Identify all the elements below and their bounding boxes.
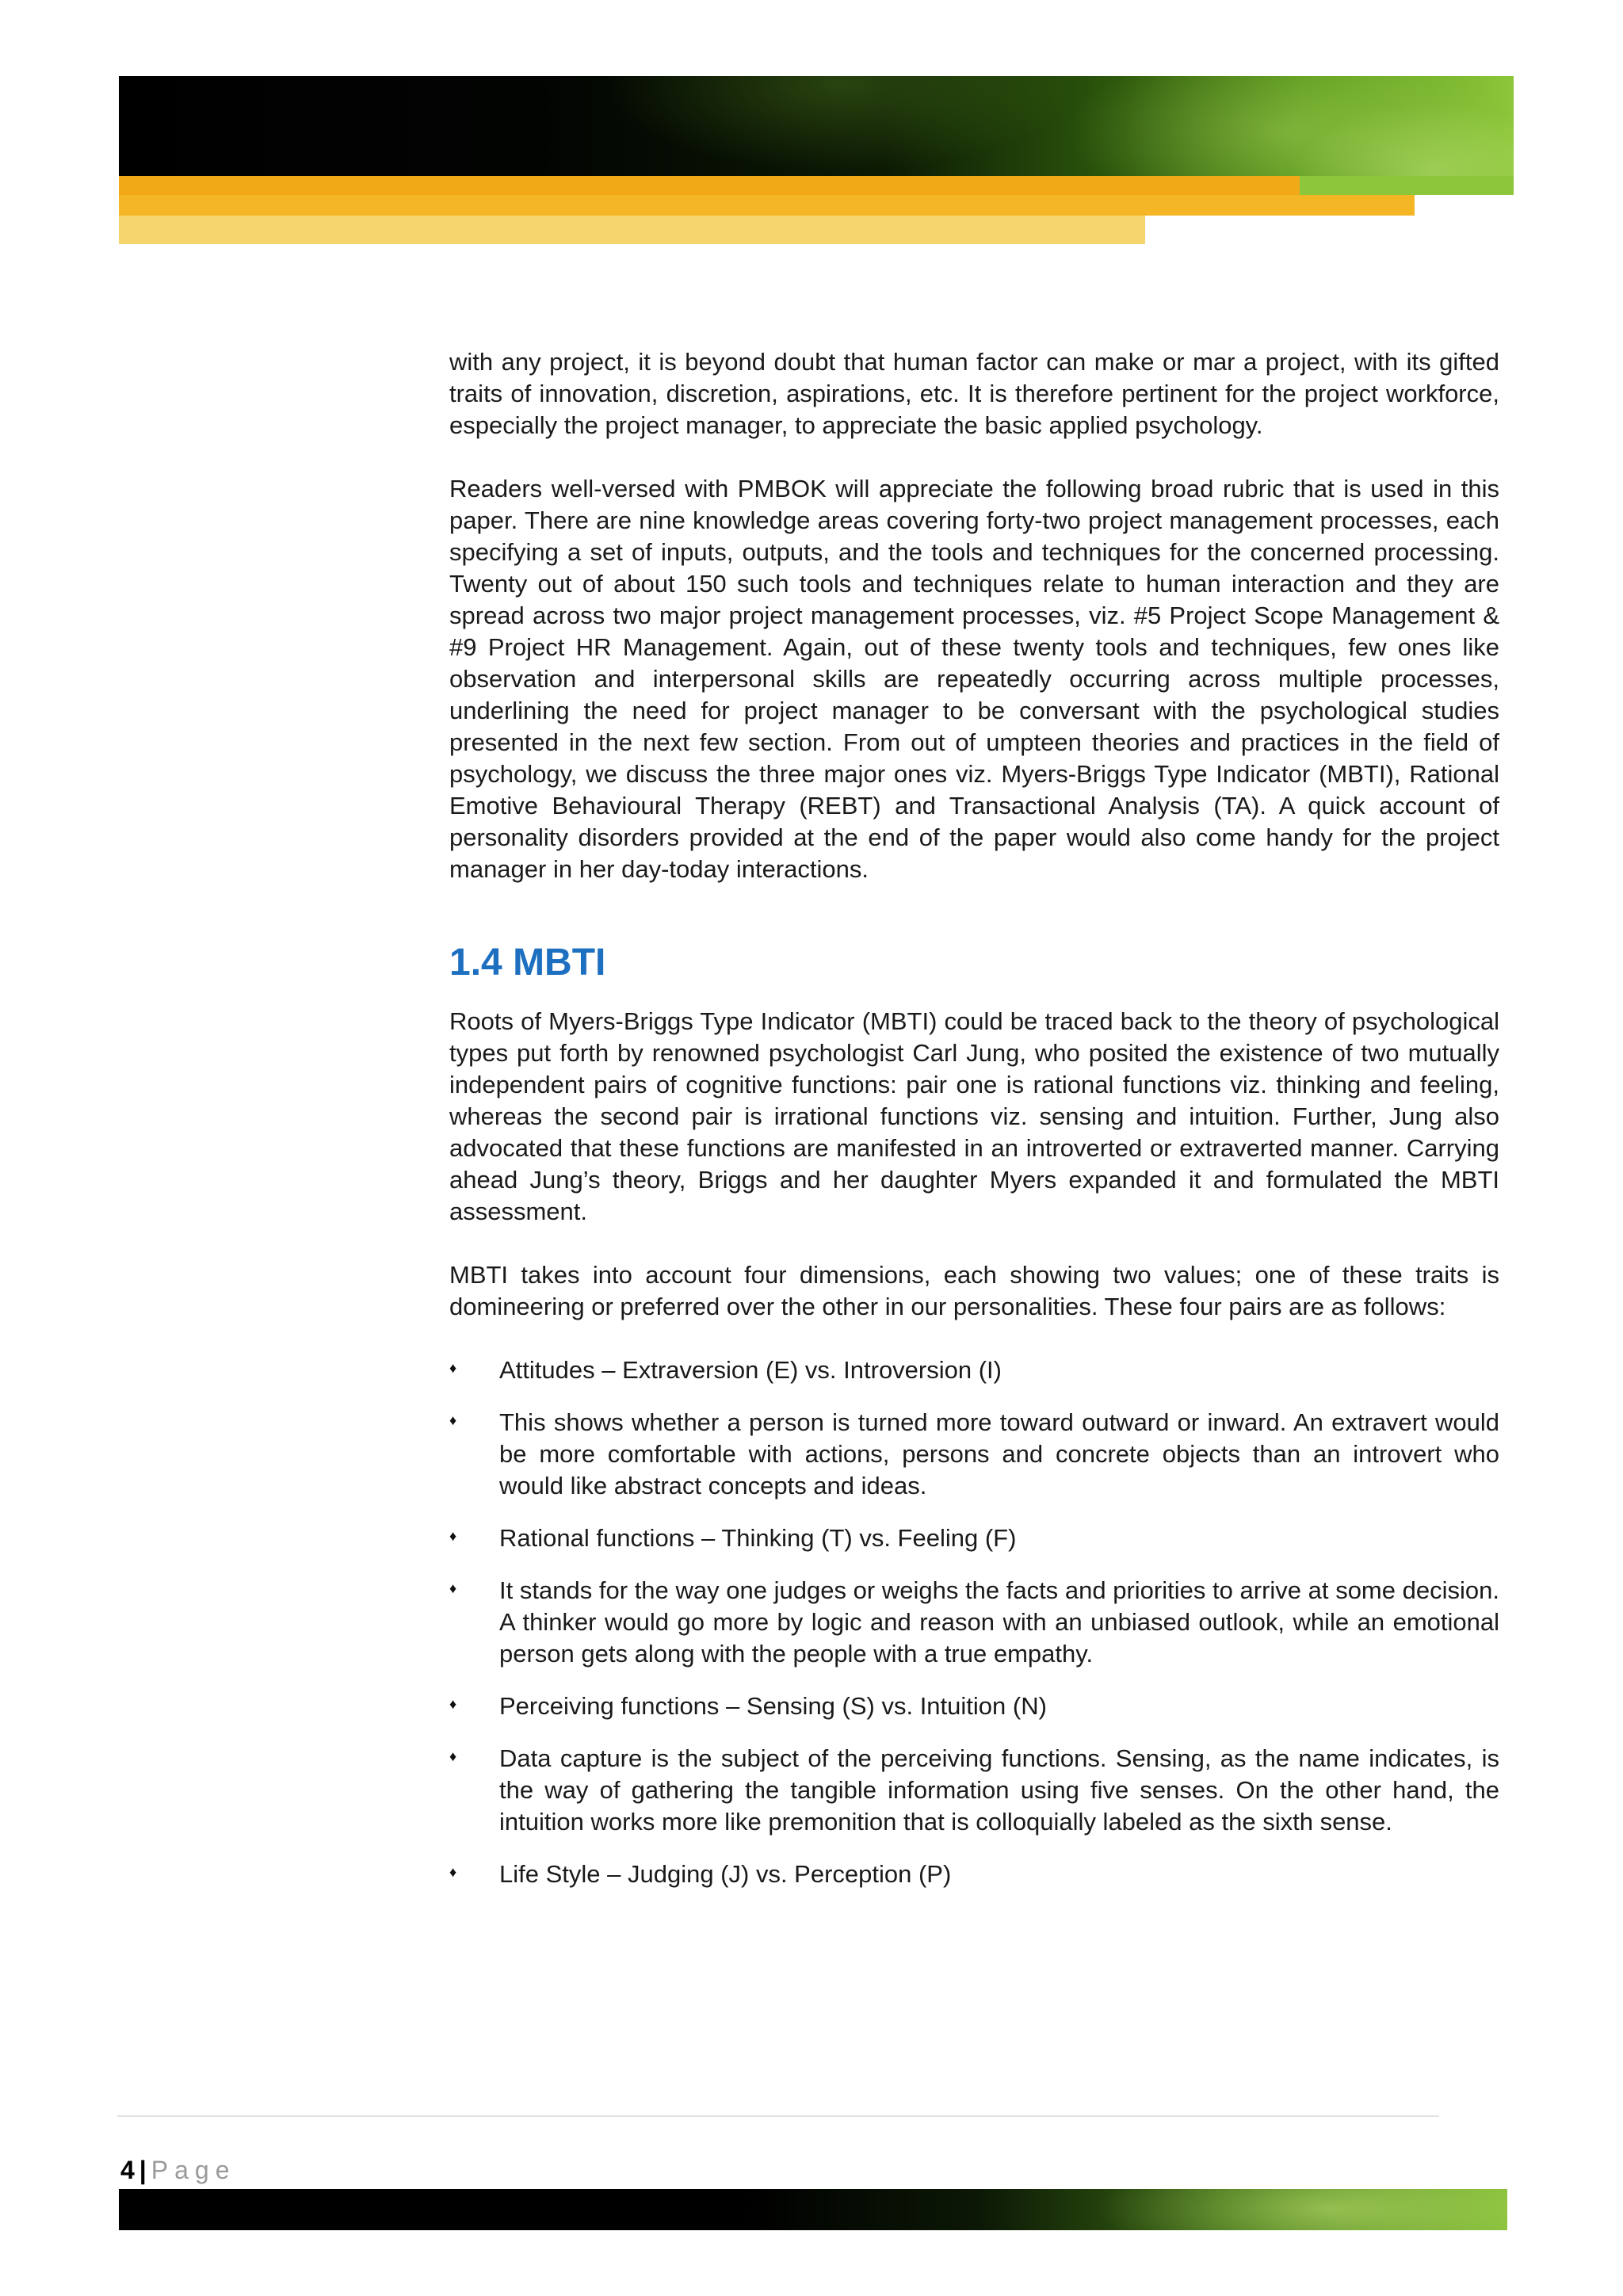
page-separator: |	[139, 2156, 147, 2184]
diamond-bullet-icon: ♦	[449, 1412, 457, 1428]
list-item-text: Perceiving functions – Sensing (S) vs. Intuition (N)	[499, 1692, 1047, 1720]
diamond-bullet-icon: ♦	[449, 1864, 457, 1880]
list-item	[449, 1575, 1499, 1670]
list-item	[449, 1743, 1499, 1838]
list-item	[449, 1690, 1499, 1722]
list-item-text: Life Style – Judging (J) vs. Perception (P)	[499, 1860, 952, 1888]
list-item-text: Rational functions – Thinking (T) vs. Feeling (F)	[499, 1524, 1017, 1552]
list-item-text: This shows whether a person is turned more toward outward or inward. An extravert would be more comfortable with actions, persons and concrete objects than an introvert who would like abstract concepts and ideas.	[499, 1408, 1499, 1499]
footer-divider	[117, 2115, 1439, 2117]
list-item	[449, 1859, 1499, 1890]
diamond-bullet-icon: ♦	[449, 1360, 457, 1376]
list-item-text: It stands for the way one judges or weighs the facts and priorities to arrive at some decision. A thinker would go more by logic and reason with an unbiased outlook, while an emotional person gets along with the people with a true empathy.	[499, 1576, 1499, 1668]
section-title: 1.4 MBTI	[449, 942, 606, 984]
page-word: Page	[151, 2156, 236, 2184]
list-item-text: Data capture is the subject of the perceiving functions. Sensing, as the name indicates, is the way of gathering the tangible information using five senses. On the other hand, the intuition works more like premonition that is colloquially labeled as the sixth sense.	[499, 1744, 1499, 1836]
header-green-stripe	[1300, 176, 1514, 195]
paragraph: Readers well-versed with PMBOK will appreciate the following broad rubric that is used in this paper. There are nine knowledge areas covering forty-two project management processes, each specifying a set of inputs, outputs, and the tools and techniques for the concerned processing. Twenty out of about 150 such tools and techniques relate to human interaction and they are spread across two major project management processes, viz. #5 Project Scope Management & #9 Project HR Management. Again, out of these twenty tools and techniques, few ones like observation and interpersonal skills are repeatedly occurring across multiple processes, underlining the need for project manager to be conversant with the psychological studies presented in the next few section. From out of umpteen theories and practices in the field of psychology, we discuss the three major ones viz. Myers-Briggs Type Indicator (MBTI), Rational Emotive Behavioural Therapy (REBT) and Transactional Analysis (TA). A quick account of personality disorders provided at the end of the paper would also come handy for the project manager in her day-today interactions.	[449, 475, 1499, 883]
list-item	[449, 1407, 1499, 1502]
page-label	[120, 2154, 235, 2186]
list-item-text: Attitudes – Extraversion (E) vs. Introversion (I)	[499, 1356, 1002, 1384]
page-content	[449, 346, 1499, 1890]
header-black-band	[119, 76, 1514, 178]
paragraph: with any project, it is beyond doubt that human factor can make or mar a project, with its gifted traits of innovation, discretion, aspirations, etc. It is therefore pertinent for the project workforce, especially the project manager, to appreciate the basic applied psychology.	[449, 348, 1499, 439]
footer-glow	[1054, 2189, 1507, 2230]
page-number: 4	[120, 2156, 135, 2184]
diamond-bullet-icon: ♦	[449, 1580, 457, 1596]
header-orange-stripe	[119, 176, 1300, 195]
list-item	[449, 1354, 1499, 1386]
footer-banner	[119, 2189, 1507, 2230]
bullet-list	[449, 1354, 1499, 1890]
diamond-bullet-icon: ♦	[449, 1748, 457, 1764]
paragraph: Roots of Myers-Briggs Type Indicator (MBTI) could be traced back to the theory of psychological types put forth by renowned psychologist Carl Jung, who posited the existence of two mutually independent pairs of cognitive functions: pair one is rational functions viz. thinking and feeling, whereas the second pair is irrational functions viz. sensing and intuition. Further, Jung also advocated that these functions are manifested in an introverted or extraverted manner. Carrying ahead Jung’s theory, Briggs and her daughter Myers expanded it and formulated the MBTI assessment.	[449, 1007, 1499, 1225]
header-orange-stripe-2	[119, 195, 1415, 216]
diamond-bullet-icon: ♦	[449, 1696, 457, 1712]
header-banner	[119, 76, 1514, 246]
header-yellow-stripe	[119, 216, 1145, 244]
paragraph: MBTI takes into account four dimensions, each showing two values; one of these traits is domineering or preferred over the other in our personalities. These four pairs are as follows:	[449, 1261, 1499, 1320]
diamond-bullet-icon: ♦	[449, 1528, 457, 1544]
list-item	[449, 1522, 1499, 1554]
